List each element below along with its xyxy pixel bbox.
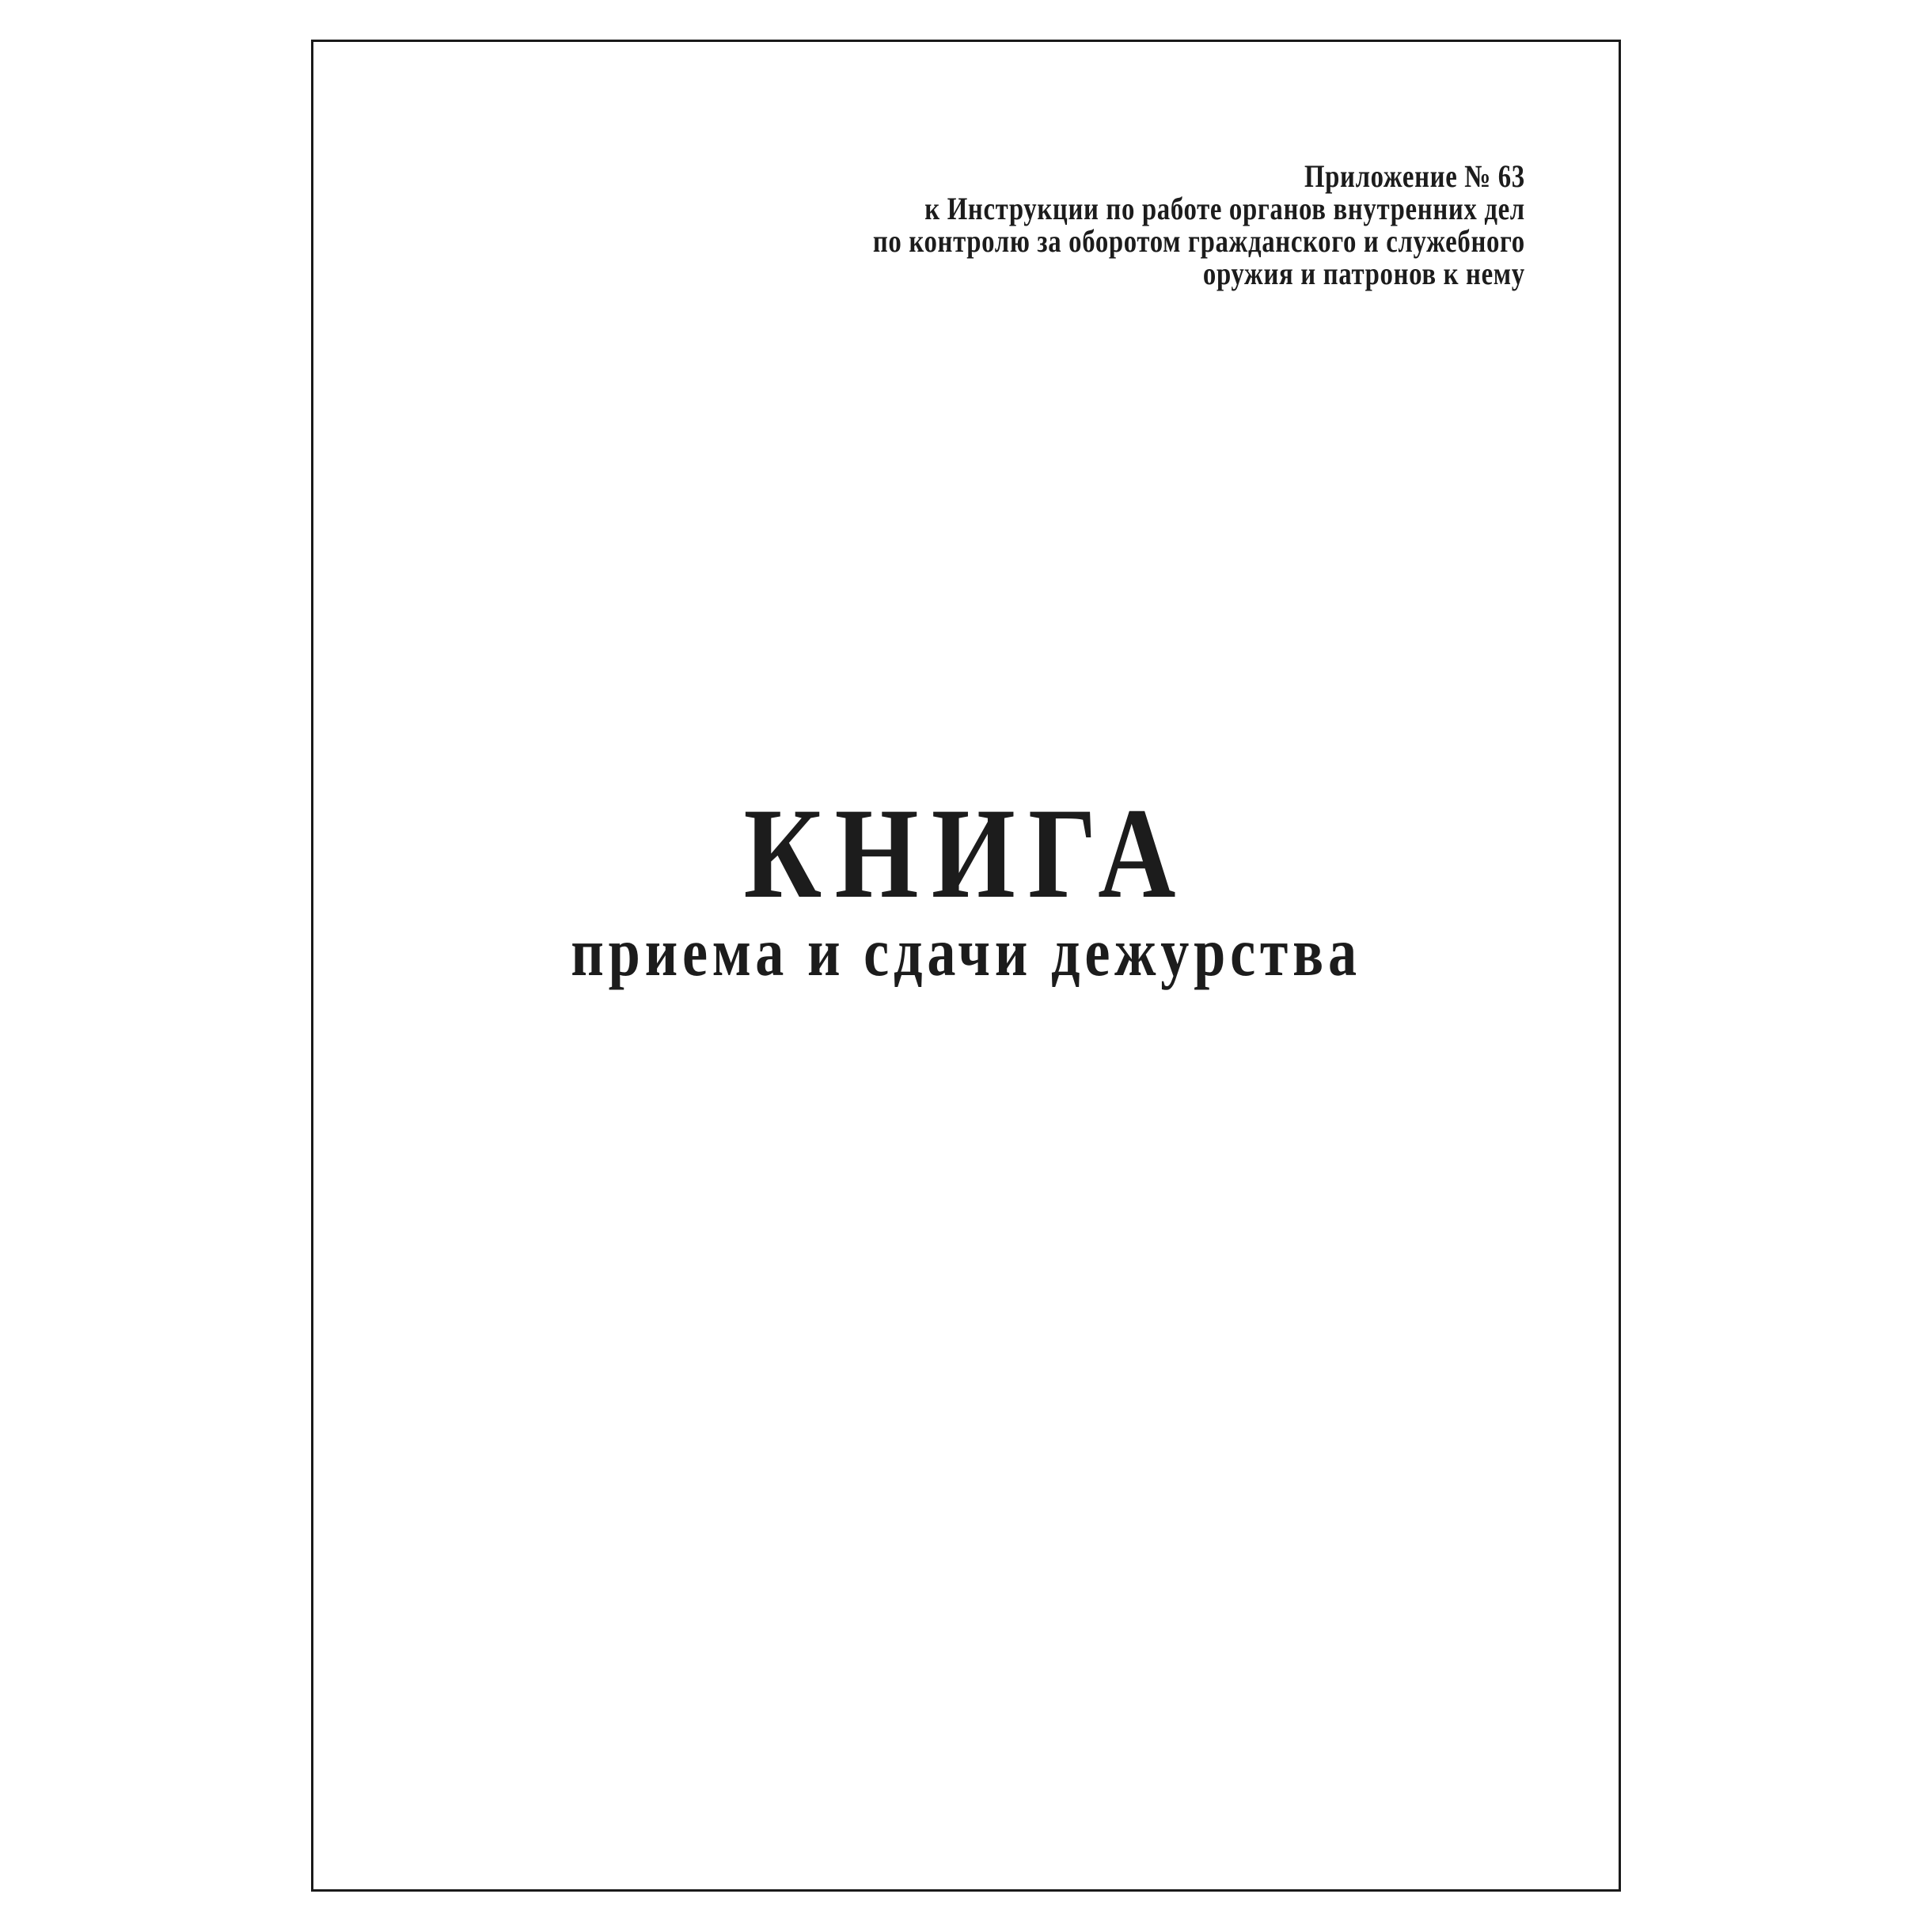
subtitle-block [313,913,1619,990]
appendix-line-2: к Инструкции по работе органов внутренних дел [924,191,1525,226]
appendix-line-3: по контролю за оборотом гражданского и служебного [873,223,1525,259]
title-block [313,782,1619,925]
appendix-line-4: оружия и патронов к нему [1203,256,1525,291]
appendix-note [730,160,1525,290]
book-title: КНИГА [743,782,1189,925]
appendix-note-text [873,160,1525,290]
appendix-line-1: Приложение № 63 [1304,158,1525,194]
book-subtitle: приема и сдачи дежурства [571,913,1361,990]
document-page [311,40,1621,1892]
